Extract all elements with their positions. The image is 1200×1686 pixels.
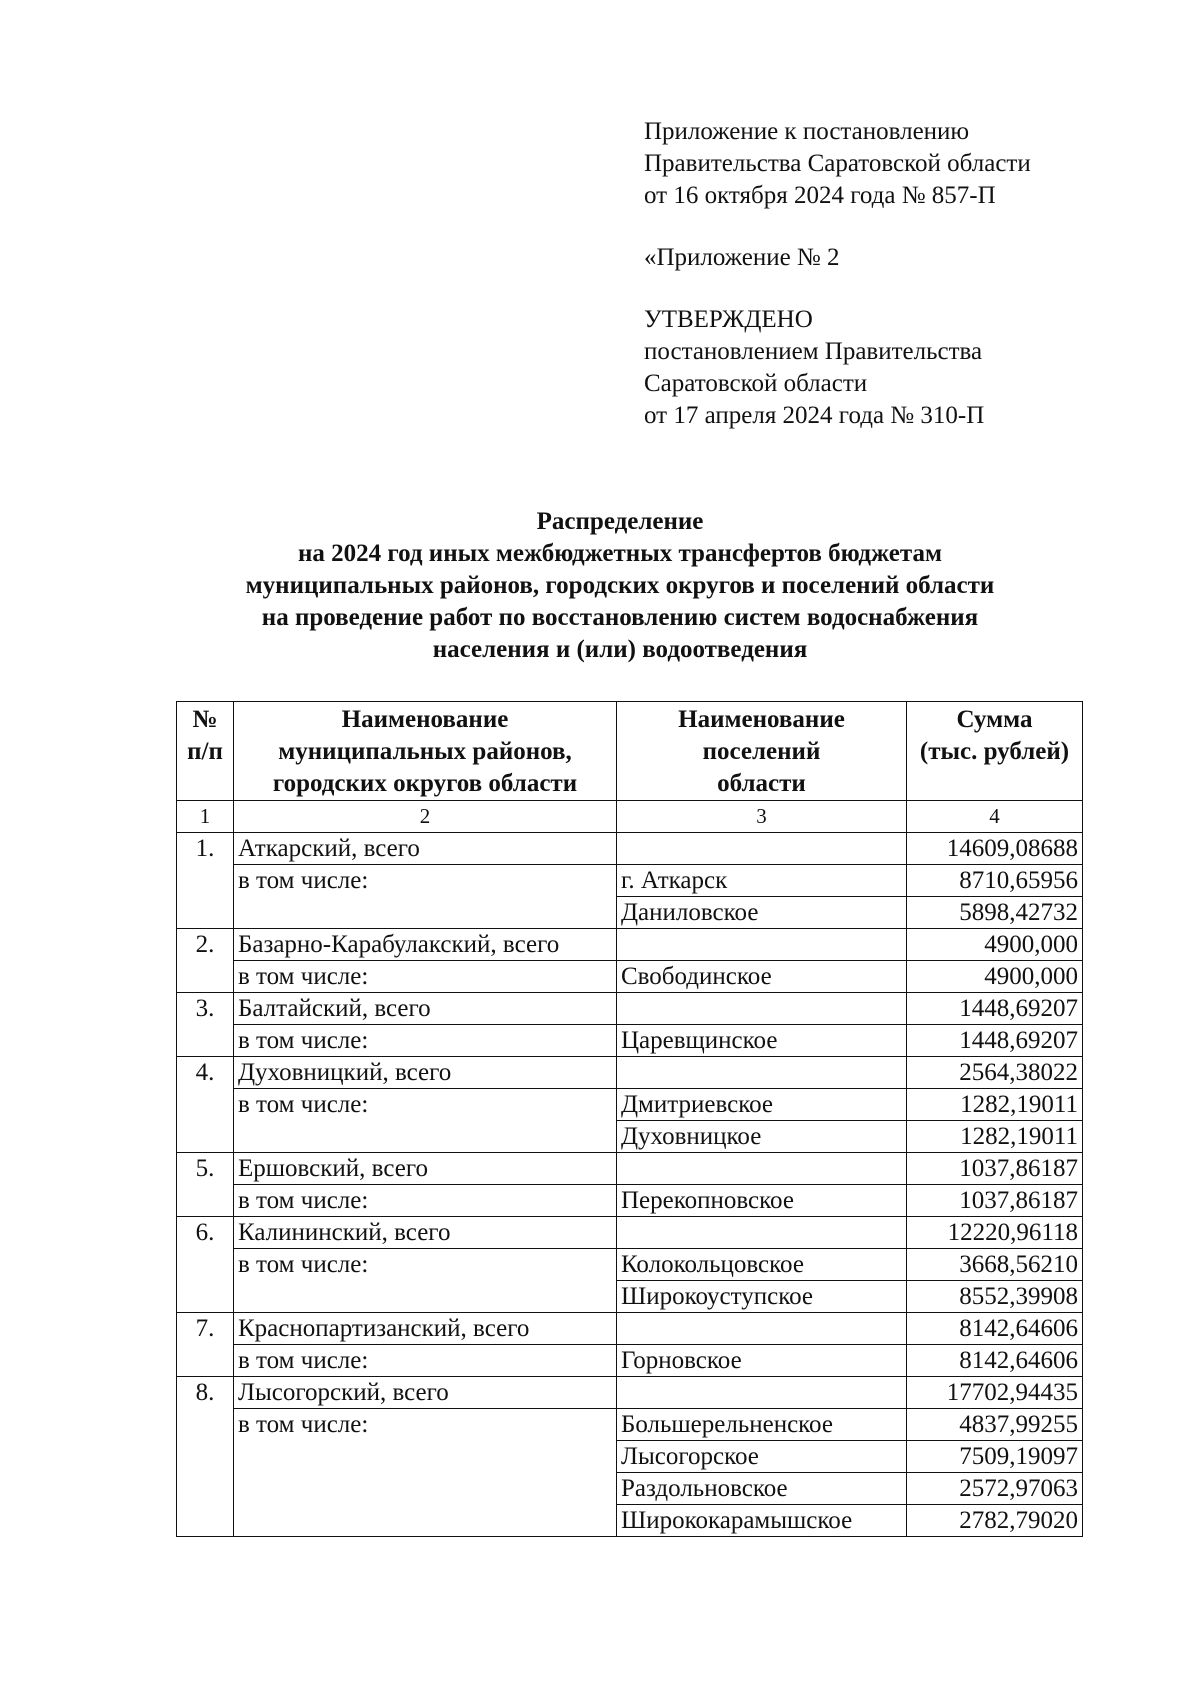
district-number: 6.: [177, 1217, 234, 1313]
header-text: области: [717, 770, 806, 797]
header-line: от 16 октября 2024 года № 857-П: [644, 182, 996, 209]
header-text: городских округов области: [272, 770, 578, 797]
settlement-name: Свободинское: [617, 961, 907, 993]
header-col-district: [234, 702, 617, 801]
column-number-row: [177, 801, 1083, 833]
including-label: в том числе:: [234, 865, 617, 929]
settlement-row: [177, 1345, 1083, 1377]
settlement-sum: 4900,000: [907, 961, 1083, 993]
settlement-name: Даниловское: [617, 897, 907, 929]
district-name: Аткарский, всего: [234, 833, 617, 865]
header-col-sum: [907, 702, 1083, 801]
header-line: Правительства Саратовской области: [644, 150, 1031, 177]
settlement-sum: 1037,86187: [907, 1185, 1083, 1217]
column-number: 1: [177, 801, 234, 833]
district-number: 3.: [177, 993, 234, 1057]
distribution-table: [176, 701, 1083, 1537]
empty-cell: [617, 993, 907, 1025]
settlement-name: г. Аткарск: [617, 865, 907, 897]
header-text: Наименование: [341, 706, 509, 733]
settlement-name: Лысогорское: [617, 1441, 907, 1473]
district-total-row: [177, 929, 1083, 961]
settlement-sum: 5898,42732: [907, 897, 1083, 929]
settlement-sum: 1448,69207: [907, 1025, 1083, 1057]
district-name: Калининский, всего: [234, 1217, 617, 1249]
settlement-sum: 2782,79020: [907, 1505, 1083, 1537]
district-total-row: [177, 1153, 1083, 1185]
settlement-sum: 1282,19011: [907, 1089, 1083, 1121]
settlement-sum: 2572,97063: [907, 1473, 1083, 1505]
district-total: 4900,000: [907, 929, 1083, 961]
settlement-sum: 4837,99255: [907, 1409, 1083, 1441]
empty-cell: [617, 1377, 907, 1409]
document-header: [644, 116, 1164, 432]
settlement-name: Раздольновское: [617, 1473, 907, 1505]
header-text: муниципальных районов,: [278, 738, 572, 765]
district-name: Ершовский, всего: [234, 1153, 617, 1185]
table-body: [177, 833, 1083, 1537]
district-total-row: [177, 833, 1083, 865]
title-line: Распределение: [536, 508, 704, 535]
empty-cell: [617, 1153, 907, 1185]
empty-cell: [617, 833, 907, 865]
column-number: 4: [907, 801, 1083, 833]
district-name: Балтайский, всего: [234, 993, 617, 1025]
document-title: [120, 506, 1120, 666]
settlement-name: Перекопновское: [617, 1185, 907, 1217]
district-name: Базарно-Карабулакский, всего: [234, 929, 617, 961]
approved-label: УТВЕРЖДЕНО: [644, 306, 813, 333]
appendix-number: «Приложение № 2: [644, 244, 840, 271]
settlement-row: [177, 1249, 1083, 1281]
settlement-sum: 8710,65956: [907, 865, 1083, 897]
district-name: Краснопартизанский, всего: [234, 1313, 617, 1345]
district-total: 12220,96118: [907, 1217, 1083, 1249]
header-text: №: [192, 706, 218, 733]
settlement-sum: 3668,56210: [907, 1249, 1083, 1281]
district-number: 5.: [177, 1153, 234, 1217]
including-label: в том числе:: [234, 1409, 617, 1537]
district-total: 8142,64606: [907, 1313, 1083, 1345]
district-total: 1448,69207: [907, 993, 1083, 1025]
settlement-name: Горновское: [617, 1345, 907, 1377]
including-label: в том числе:: [234, 1249, 617, 1313]
including-label: в том числе:: [234, 1025, 617, 1057]
approved-line: от 17 апреля 2024 года № 310-П: [644, 402, 985, 429]
empty-cell: [617, 1057, 907, 1089]
settlement-sum: 1282,19011: [907, 1121, 1083, 1153]
settlement-name: Дмитриевское: [617, 1089, 907, 1121]
column-number: 2: [234, 801, 617, 833]
title-line: населения и (или) водоотведения: [432, 636, 808, 663]
including-label: в том числе:: [234, 1089, 617, 1153]
title-line: на проведение работ по восстановлению систем водоснабжения: [261, 604, 979, 631]
column-number: 3: [617, 801, 907, 833]
settlement-sum: 7509,19097: [907, 1441, 1083, 1473]
settlement-name: Колокольцовское: [617, 1249, 907, 1281]
including-label: в том числе:: [234, 1345, 617, 1377]
including-label: в том числе:: [234, 961, 617, 993]
settlement-row: [177, 865, 1083, 897]
header-text: п/п: [187, 738, 223, 765]
approved-line: постановлением Правительства: [644, 338, 983, 365]
district-number: 8.: [177, 1377, 234, 1537]
settlement-row: [177, 1409, 1083, 1441]
settlement-row: [177, 961, 1083, 993]
district-total: 14609,08688: [907, 833, 1083, 865]
district-total-row: [177, 993, 1083, 1025]
header-text: Наименование: [678, 706, 845, 733]
district-total-row: [177, 1377, 1083, 1409]
title-line: муниципальных районов, городских округов и поселений области: [245, 572, 995, 599]
header-text: (тыс. рублей): [919, 738, 1070, 765]
district-name: Духовницкий, всего: [234, 1057, 617, 1089]
settlement-name: Духовницкое: [617, 1121, 907, 1153]
header-col-number: [177, 702, 234, 801]
settlement-sum: 8552,39908: [907, 1281, 1083, 1313]
settlement-name: Ширококарамышское: [617, 1505, 907, 1537]
empty-cell: [617, 929, 907, 961]
settlement-sum: 8142,64606: [907, 1345, 1083, 1377]
settlement-row: [177, 1185, 1083, 1217]
district-name: Лысогорский, всего: [234, 1377, 617, 1409]
district-number: 2.: [177, 929, 234, 993]
table-header-row: [177, 702, 1083, 801]
district-number: 1.: [177, 833, 234, 929]
header-col-settlement: [617, 702, 907, 801]
district-total-row: [177, 1217, 1083, 1249]
district-total: 2564,38022: [907, 1057, 1083, 1089]
settlement-row: [177, 1089, 1083, 1121]
header-text: поселений: [702, 738, 821, 765]
header-line: Приложение к постановлению: [644, 118, 970, 145]
title-line: на 2024 год иных межбюджетных трансфертов бюджетам: [297, 540, 943, 567]
district-number: 4.: [177, 1057, 234, 1153]
settlement-name: Царевщинское: [617, 1025, 907, 1057]
settlement-name: Широкоуступское: [617, 1281, 907, 1313]
header-text: Сумма: [956, 706, 1033, 733]
district-total-row: [177, 1313, 1083, 1345]
settlement-row: [177, 1025, 1083, 1057]
district-total-row: [177, 1057, 1083, 1089]
empty-cell: [617, 1217, 907, 1249]
district-number: 7.: [177, 1313, 234, 1377]
district-total: 17702,94435: [907, 1377, 1083, 1409]
approved-line: Саратовской области: [644, 370, 868, 397]
district-total: 1037,86187: [907, 1153, 1083, 1185]
including-label: в том числе:: [234, 1185, 617, 1217]
settlement-name: Большерельненское: [617, 1409, 907, 1441]
empty-cell: [617, 1313, 907, 1345]
